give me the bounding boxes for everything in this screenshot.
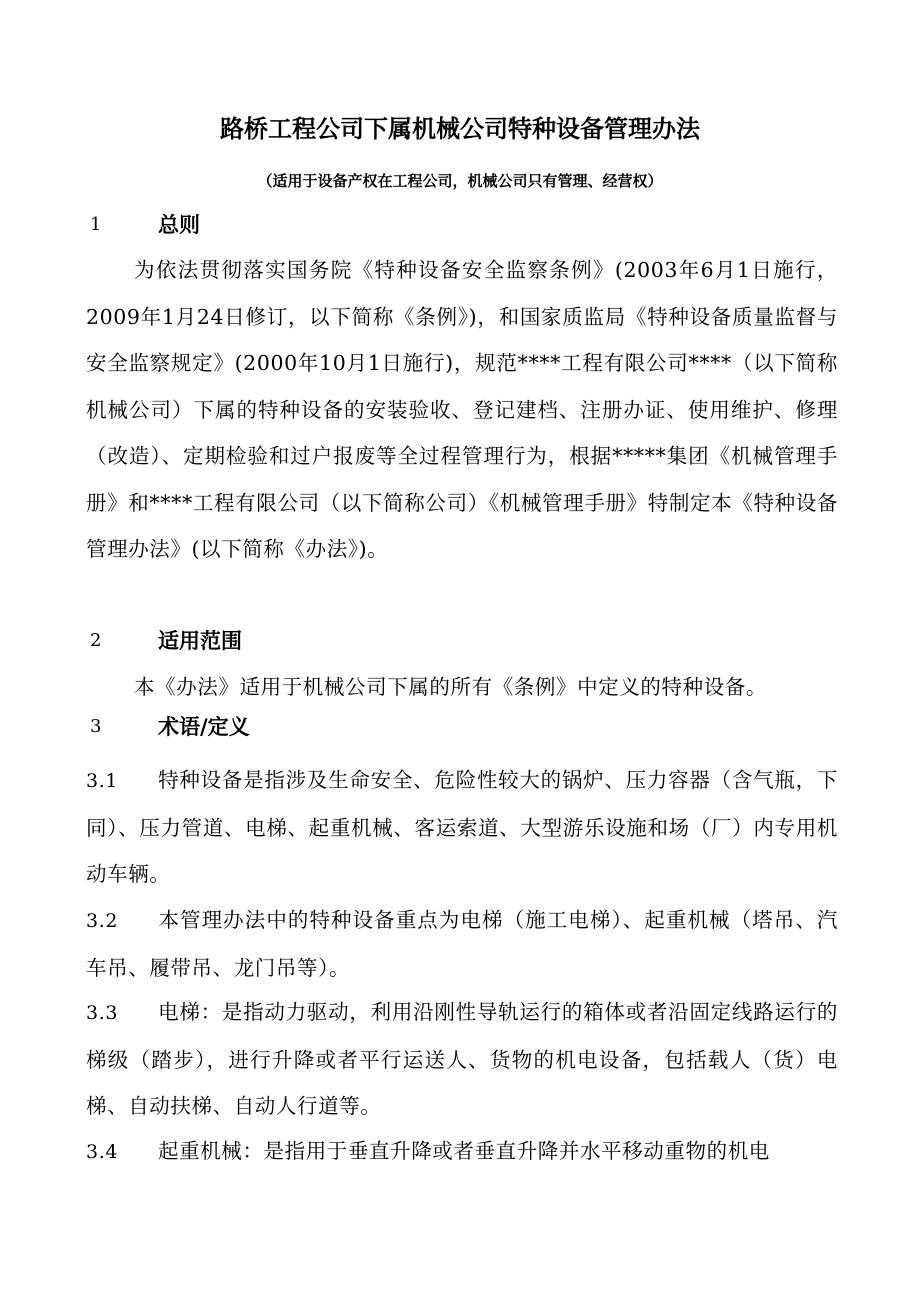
clause-number: 3.2	[86, 910, 119, 932]
clause-3-2	[86, 897, 838, 991]
clause-text: 特种设备是指涉及生命安全、危险性较大的锅炉、压力容器（含气瓶，下同）、压力管道、电梯、起重机械、客运索道、大型游乐设施和场（厂）内专用机动车辆。	[86, 768, 838, 886]
clause-number: 3.1	[86, 770, 119, 792]
section-title: 适用范围	[158, 629, 242, 653]
document-title: 路桥工程公司下属机械公司特种设备管理办法	[220, 115, 700, 143]
section-title: 总则	[158, 213, 200, 237]
section-title: 术语/定义	[158, 715, 250, 739]
clause-text: 电梯：是指动力驱动，利用沿刚性导轨运行的箱体或者沿固定线路运行的梯级（踏步），进行升降或者平行运送人、货物的机电设备，包括载人（货）电梯、自动扶梯、自动人行道等。	[86, 1000, 838, 1118]
clause-text: 起重机械：是指用于垂直升降或者垂直升降并水平移动重物的机电	[158, 1139, 770, 1163]
section-number: 1	[90, 214, 102, 235]
clause-3-1	[86, 757, 838, 898]
section-number: 3	[90, 716, 102, 737]
section-paragraph-general: 为依法贯彻落实国务院《特种设备安全监察条例》(2003年6月1日施行，2009年1月24日修订，以下简称《条例》)，和国家质监局《特种设备质量监督与安全监察规定》(2000年10月1日施行)，规范****工程有限公司****（以下简称机械公司）下属的特种设备的安装验收、登记建档、注册办证、使用维护、修理（改造）、定期检验和过户报废等全过程管理行为，根据*****集团《机械管理手册》和****工程有限公司（以下简称公司）《机械管理手册》特制定本《特种设备管理办法》(以下简称《办法》)。	[86, 258, 838, 561]
clause-number: 3.3	[86, 1002, 119, 1024]
clause-3-3	[86, 989, 838, 1130]
section-number: 2	[90, 630, 102, 651]
clause-text: 本管理办法中的特种设备重点为电梯（施工电梯）、起重机械（塔吊、汽车吊、履带吊、龙门吊等）。	[86, 908, 838, 980]
clause-3-4	[86, 1128, 838, 1176]
section-paragraph-scope: 本《办法》适用于机械公司下属的所有《条例》中定义的特种设备。	[134, 675, 767, 699]
document-subtitle: （适用于设备产权在工程公司，机械公司只有管理、经营权）	[257, 172, 663, 190]
clause-number: 3.4	[86, 1141, 119, 1163]
